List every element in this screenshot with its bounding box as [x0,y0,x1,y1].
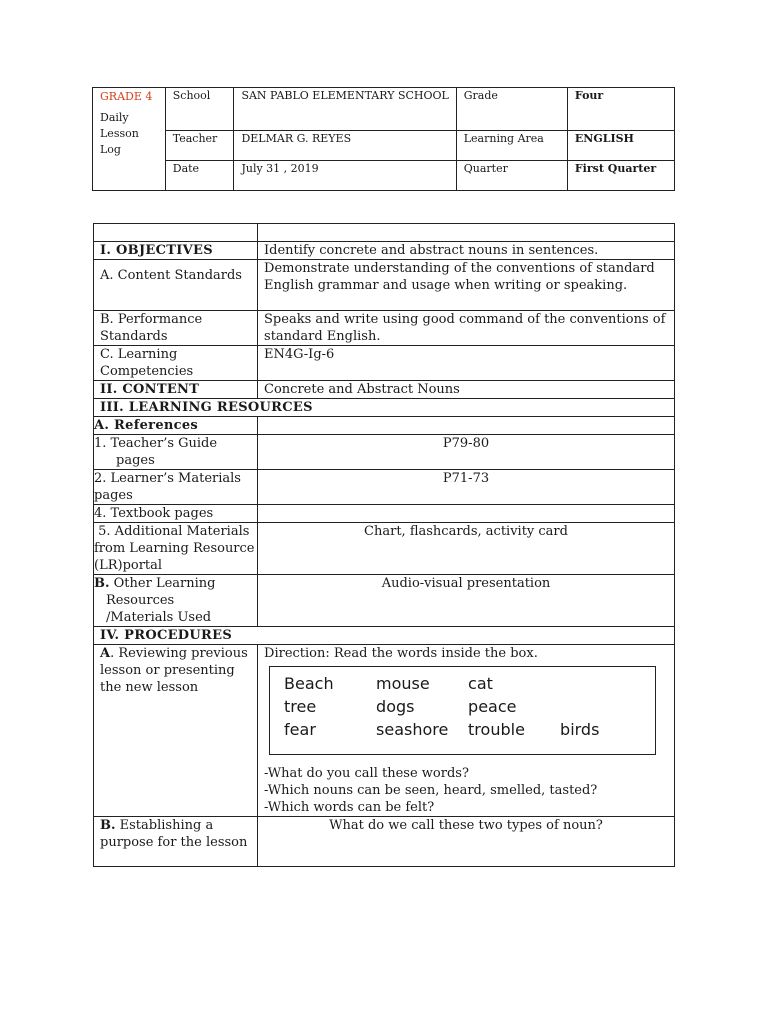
word: tree [284,697,317,716]
doc-type: Daily Lesson Log [100,111,139,156]
word [560,695,652,718]
reviewing-value [258,645,675,817]
learning-competencies-value: EN4G-Ig-6 [258,346,675,381]
content-label: II. CONTENT [94,381,258,399]
references-value [258,417,675,435]
word: trouble [468,720,525,739]
teachers-guide-label-line1: 1. Teacher’s Guide [94,436,218,451]
establishing-text: Establishing a purpose for the lesson [100,818,248,850]
establishing-label [94,817,258,867]
performance-standards-label: B. Performance Standards [94,311,258,346]
grade-field-label: Grade [456,88,567,131]
blank-cell [258,224,675,242]
learners-materials-value: P71-73 [258,470,675,505]
word: mouse [376,674,430,693]
grade-label: GRADE 4 [100,90,153,103]
other-resources-letter: B. [94,576,110,591]
header-table [92,87,675,191]
word-row [284,718,655,741]
school-label: School [165,88,234,131]
reviewing-label [94,645,258,817]
date-label: Date [165,161,234,191]
school-value: SAN PABLO ELEMENTARY SCHOOL [234,88,456,131]
date-value: July 31 , 2019 [234,161,456,191]
quarter-label: Quarter [456,161,567,191]
content-value: Concrete and Abstract Nouns [258,381,675,399]
references-label: A. References [94,417,258,435]
quarter-value: First Quarter [567,161,674,191]
question: -Which words can be felt? [264,800,435,815]
other-resources-text: Other Learning [109,576,216,591]
learning-area-value: ENGLISH [567,131,674,161]
additional-materials-label: 5. Additional Materials from Learning Resource (LR)portal [94,524,259,573]
other-resources-line2: Resources [106,593,175,608]
question: -What do you call these words? [264,766,469,781]
word [560,672,652,695]
word: Beach [284,674,334,693]
word: cat [468,674,493,693]
teacher-value: DELMAR G. REYES [234,131,456,161]
establishing-value: What do we call these two types of noun? [258,817,675,867]
reviewing-text: . Reviewing previous lesson or presenting the new lesson [100,646,248,695]
content-standards-value: Demonstrate understanding of the conventions of standard English grammar and usage when writing or speaking. [258,260,675,311]
procedures-heading: IV. PROCEDURES [94,627,675,645]
textbook-label: 4. Textbook pages [94,505,258,523]
teachers-guide-label [94,435,258,470]
learning-area-label: Learning Area [456,131,567,161]
textbook-value [258,505,675,523]
establishing-letter: B. [100,818,116,833]
other-resources-value: Audio-visual presentation [258,575,675,627]
word: dogs [376,697,415,716]
objectives-label: I. OBJECTIVES [94,242,258,260]
learning-resources-heading: III. LEARNING RESOURCES [94,399,675,417]
question: -Which nouns can be seen, heard, smelled, tasted? [264,783,598,798]
other-resources-label [94,575,258,627]
grade-cell [93,88,166,191]
teacher-label: Teacher [165,131,234,161]
word: peace [468,697,517,716]
blank-cell [94,224,258,242]
learning-competencies-label: C. Learning Competencies [94,346,258,381]
grade-value: Four [567,88,674,131]
word-box [269,666,656,755]
objectives-value: Identify concrete and abstract nouns in sentences. [258,242,675,260]
word-row [284,695,655,718]
content-standards-label: A. Content Standards [94,260,258,311]
additional-materials-value: Chart, flashcards, activity card [258,523,675,575]
other-resources-line3: /Materials Used [106,610,212,625]
word: birds [560,720,600,739]
word: fear [284,720,316,739]
lesson-table [93,223,675,867]
direction-text: Direction: Read the words inside the box. [264,646,538,661]
word-row [284,672,655,695]
learners-materials-label: 2. Learner’s Materials pages [94,470,258,505]
performance-standards-value: Speaks and write using good command of the conventions of standard English. [258,311,675,346]
reviewing-letter: A [100,646,111,661]
word: seashore [376,720,449,739]
teachers-guide-label-line2: pages [116,453,155,468]
teachers-guide-value: P79-80 [258,435,675,470]
